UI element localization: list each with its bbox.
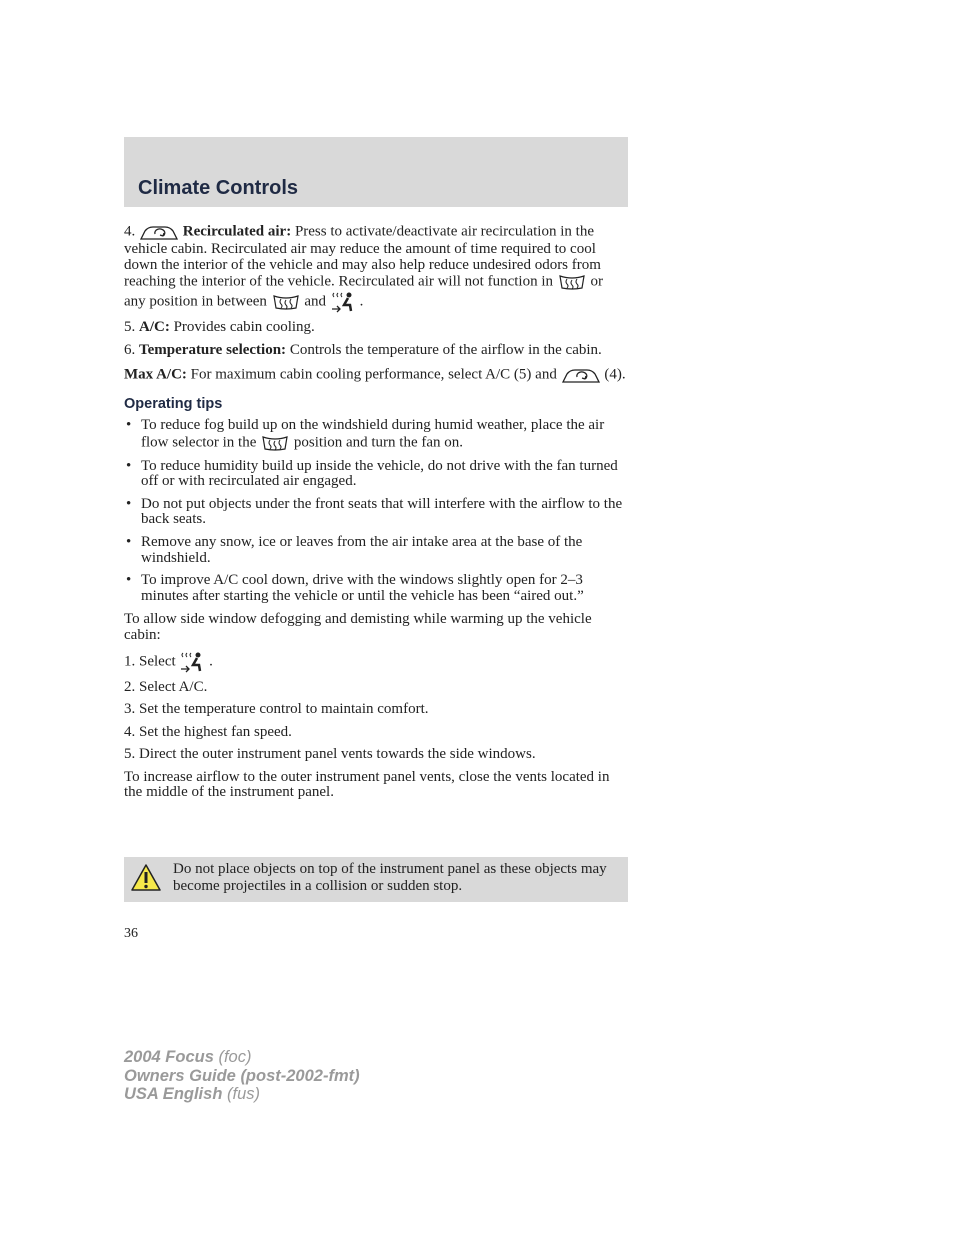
recirculated-air-icon xyxy=(139,222,179,242)
list-item: 4. Set the highest fan speed. xyxy=(124,723,292,740)
list-item: 5. Direct the outer instrument panel vents towards the side windows. xyxy=(124,746,536,763)
max-ac-note: Max A/C: For maximum cabin cooling performance, select A/C (5) and (4). xyxy=(124,365,628,385)
footer-line: USA English (fus) xyxy=(124,1085,260,1103)
footer-line: 2004 Focus (foc) xyxy=(124,1048,252,1066)
warning-triangle-icon xyxy=(130,863,162,897)
defog-intro: To allow side window defogging and demisting while warming up the vehicle cabin: xyxy=(124,611,592,643)
page-number: 36 xyxy=(124,926,138,941)
windshield-defrost-icon xyxy=(557,273,587,291)
operating-tips-heading: Operating tips xyxy=(124,396,223,413)
windshield-defrost-icon xyxy=(260,434,290,452)
footer-line: Owners Guide (post-2002-fmt) xyxy=(124,1066,360,1085)
warning-box xyxy=(124,857,628,902)
list-item: • To improve A/C cool down, drive with the windows slightly open for 2–3 minutes after starting the vehicle or until the vehicle has been “aired out.” xyxy=(124,573,628,604)
item-recirculated-air: 4. Recirculated air: Press to activate/deactivate air recirculation in the vehicle cabin. Recirculated air may reduce the amount of time required to cool down the interior of the vehicle and may also help reduce undesired odors from reaching the interior of the vehicle. Recirculated air will not function in or any position in between and . xyxy=(124,222,628,313)
item-ac: 5. A/C: Provides cabin cooling. xyxy=(124,319,315,336)
warning-text: Do not place objects on top of the instrument panel as these objects may become projectiles in a collision or sudden stop. xyxy=(173,861,607,894)
section-header xyxy=(124,137,628,207)
list-item: • Do not put objects under the front seats that will interfere with the airflow to the back seats. xyxy=(124,497,628,528)
list-item: • To reduce humidity build up inside the vehicle, do not drive with the fan turned off or with recirculated air engaged. xyxy=(124,459,628,490)
defog-steps xyxy=(124,651,628,763)
page-title: Climate Controls xyxy=(138,177,299,199)
list-item: • To reduce fog build up on the windshield during humid weather, place the air flow selector in the position and turn the fan on. xyxy=(124,418,628,452)
recirculated-air-icon xyxy=(561,365,601,385)
list-item: • Remove any snow, ice or leaves from the air intake area at the base of the windshield. xyxy=(124,535,628,566)
floor-defrost-icon xyxy=(179,651,205,673)
footer xyxy=(124,1048,360,1104)
item-temperature-selection: 6. Temperature selection: Controls the temperature of the airflow in the cabin. xyxy=(124,341,602,358)
main-content xyxy=(124,222,628,808)
airflow-note: To increase airflow to the outer instrument panel vents, close the vents located in the middle of the instrument panel. xyxy=(124,768,610,801)
list-item: 2. Select A/C. xyxy=(124,678,208,695)
windshield-defrost-icon xyxy=(271,293,301,311)
floor-defrost-icon xyxy=(330,291,356,313)
list-item: 3. Set the temperature control to maintain comfort. xyxy=(124,701,429,718)
operating-tips-list xyxy=(124,418,628,604)
list-item: 1. Select . xyxy=(124,651,628,673)
